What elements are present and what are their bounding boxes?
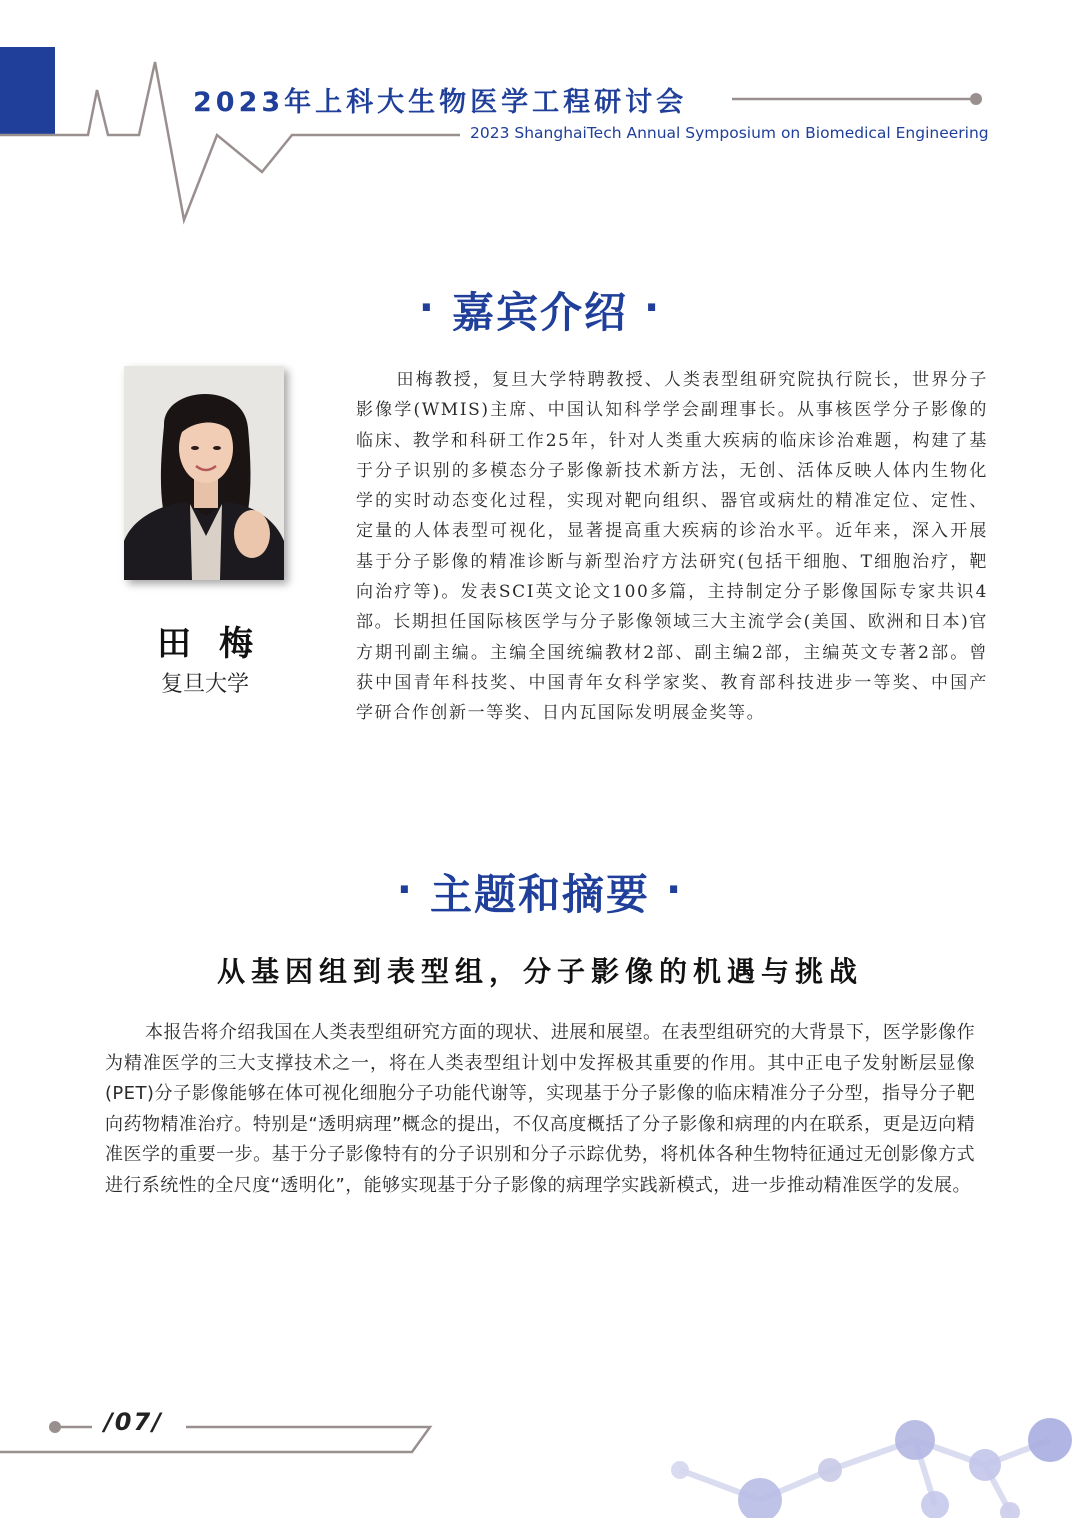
speaker-heading-text: 嘉宾介绍 [451,288,628,337]
talk-heading-text: 主题和摘要 [429,870,650,919]
speaker-portrait-illustration [124,366,284,580]
talk-abstract [105,1018,975,1201]
speaker-section-heading [0,280,1080,340]
bullet-dot: · [418,285,436,331]
speaker-bio [356,365,988,729]
page-number: /07/ [104,1408,163,1436]
header-title-cn: 2023年上科大生物医学工程研讨会 [193,87,688,118]
bullet-dot: · [666,867,684,913]
bullet-dot: · [644,285,662,331]
talk-title: 从基因组到表型组，分子影像的机遇与挑战 [216,955,863,988]
talk-abstract-text: 本报告将介绍我国在人类表型组研究方面的现状、进展和展望。在表型组研究的大背景下，医学影像作为精准医学的三大支撑技术之一，将在人类表型组计划中发挥极其重要的作用。其中正电子发射断层显像(PET)分子影像能够在体可视化细胞分子功能代谢等，实现基于分子影像的临床精准分子分型，指导分子靶向药物精准治疗。特别是“透明病理”概念的提出，不仅高度概括了分子影像和病理的内在联系，更是迈向精准医学的重要一步。基于分子影像特有的分子识别和分子示踪优势，将机体各种生物特征通过无创影像方式进行系统性的全尺度“透明化”，能够实现基于分子影像的病理学实践新模式，进一步推动精准医学的发展。 [105,1022,975,1196]
speaker-name: 田梅 [157,624,281,664]
speaker-bio-text: 田梅教授，复旦大学特聘教授、人类表型组研究院执行院长，世界分子影像学(WMIS)主席、中国认知科学学会副理事长。从事核医学分子影像的临床、教学和科研工作25年，针对人类重大疾病的临床诊治难题，构建了基于分子识别的多模态分子影像新技术新方法，无创、活体反映人体内生物化学的实时动态变化过程，实现对靶向组织、器官或病灶的精准定位、定性、定量的人体表型可视化，显著提高重大疾病的诊治水平。近年来，深入开展基于分子影像的精准诊断与新型治疗方法研究(包括干细胞、T细胞治疗，靶向治疗等)。发表SCI英文论文100多篇，主持制定分子影像国际专家共识4部。长期担任国际核医学与分子影像领域三大主流学会(美国、欧洲和日本)官方期刊副主编。主编全国统编教材2部、副主编2部，主编英文专著2部。曾获中国青年科技奖、中国青年女科学家奖、教育部科技进步一等奖、中国产学研合作创新一等奖、日内瓦国际发明展金奖等。 [356,370,988,724]
header-line-dot [970,93,982,105]
header-title-en: 2023 ShanghaiTech Annual Symposium on Biomedical Engineering [470,124,989,142]
speaker-photo [124,366,284,580]
bullet-dot: · [396,867,414,913]
talk-section-heading [0,862,1080,922]
speaker-affiliation: 复旦大学 [160,672,249,697]
header-pulse-line [0,0,1080,240]
